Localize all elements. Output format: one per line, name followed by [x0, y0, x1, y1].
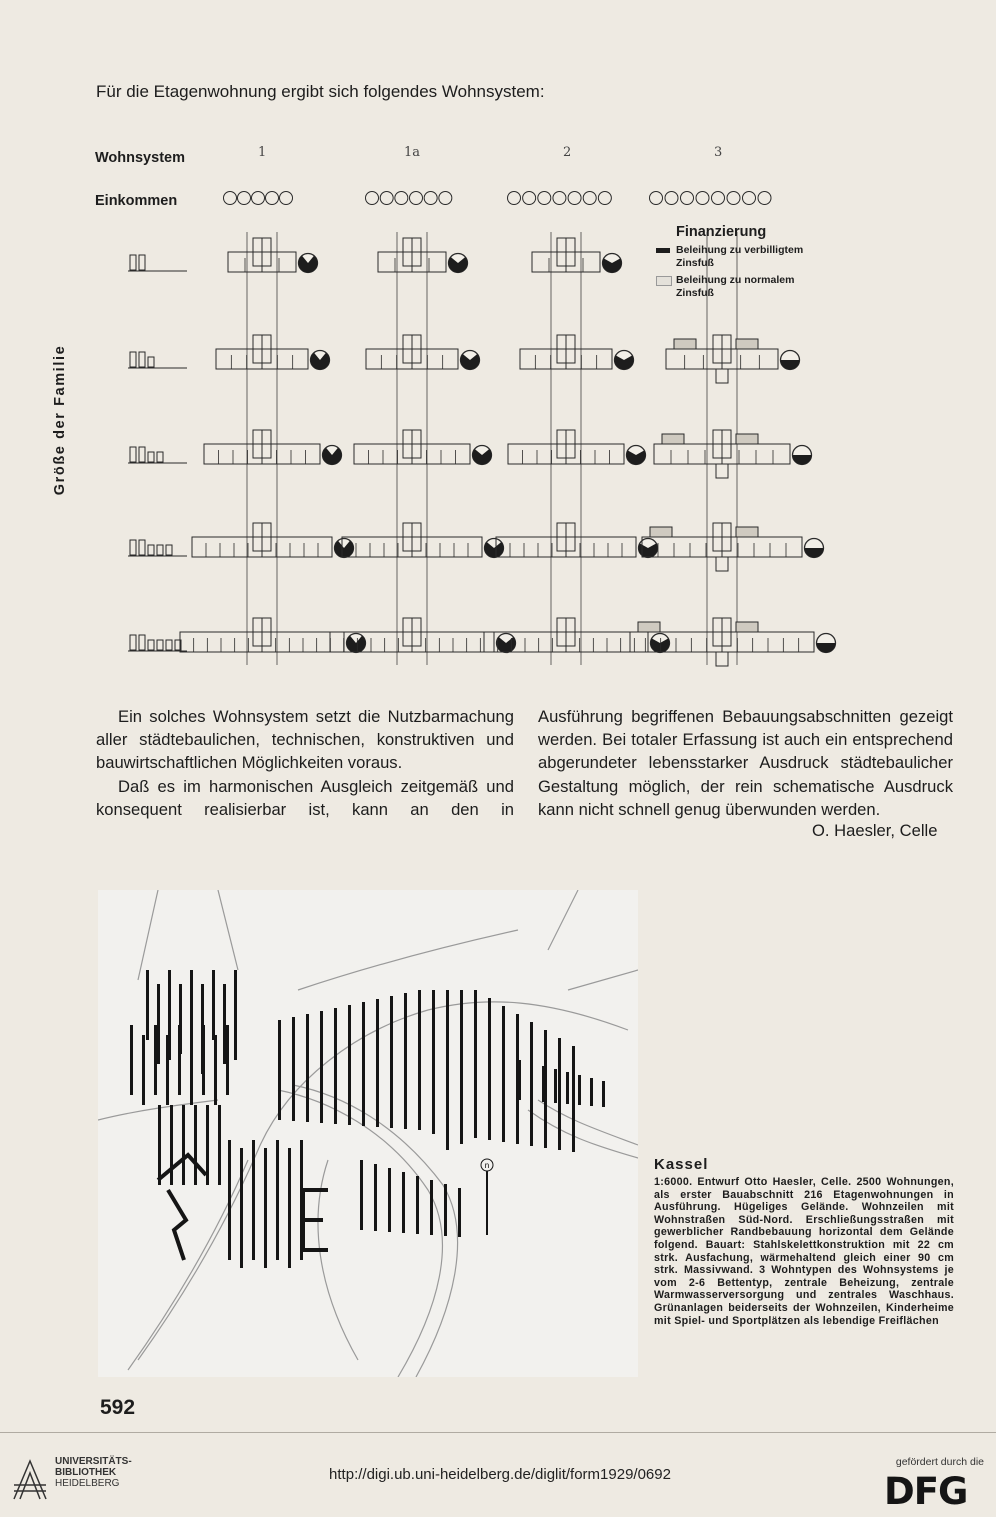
- building-row: [218, 1105, 221, 1185]
- family-figure-icon: [139, 540, 145, 555]
- library-logo-icon: [10, 1455, 50, 1505]
- floor-plan-wing: [716, 464, 728, 478]
- system-number-3: 3: [714, 145, 723, 160]
- family-figure-icon: [157, 545, 163, 555]
- building-row: [362, 1002, 365, 1126]
- row-label-einkommen: Einkommen: [95, 193, 178, 209]
- floor-plan-wing: [716, 652, 728, 666]
- building-row: [252, 1140, 255, 1260]
- building-row: [158, 1105, 161, 1185]
- building-row: [554, 1069, 557, 1103]
- building-row: [130, 1025, 133, 1095]
- building-row: [416, 1176, 419, 1234]
- building-row: [226, 1025, 229, 1095]
- building-row: [202, 1025, 205, 1095]
- building-row: [474, 990, 477, 1138]
- income-circle: [583, 192, 596, 205]
- building-row: [360, 1160, 363, 1230]
- income-circle: [439, 192, 452, 205]
- intro-text: Für die Etagenwohnung ergibt sich folgendes Wohnsystem:: [96, 82, 545, 101]
- finance-title: Finanzierung: [676, 224, 767, 240]
- income-circle: [568, 192, 581, 205]
- upper-unit: [736, 527, 758, 537]
- building-row: [292, 1017, 295, 1121]
- building-row: [444, 1184, 447, 1236]
- building-row: [212, 970, 215, 1040]
- building-row: [578, 1075, 581, 1105]
- income-circle: [598, 192, 611, 205]
- family-figure-icon: [148, 452, 154, 462]
- building-row: [264, 1148, 267, 1268]
- building-row: [276, 1140, 279, 1260]
- building-row: [157, 984, 160, 1064]
- upper-unit: [736, 339, 758, 349]
- library-name-line: BIBLIOTHEK: [55, 1467, 117, 1478]
- family-figure-icon: [130, 540, 136, 555]
- building-row: [178, 1025, 181, 1095]
- source-url-link[interactable]: http://digi.ub.uni-heidelberg.de/diglit/form1929/0692: [329, 1466, 671, 1483]
- family-figure-icon: [157, 640, 163, 650]
- building-row: [430, 1180, 433, 1235]
- building-row: [240, 1148, 243, 1268]
- building-row: [418, 990, 421, 1130]
- floor-plan-wing: [716, 557, 728, 571]
- building-row: [320, 1011, 323, 1123]
- income-circle: [523, 192, 536, 205]
- author-signature: O. Haesler, Celle: [812, 821, 938, 840]
- family-figure-icon: [130, 447, 136, 462]
- upper-unit: [736, 434, 758, 444]
- income-circle: [280, 192, 293, 205]
- finance-pie-slice: [805, 548, 824, 558]
- site-plan-kassel: [98, 890, 638, 1377]
- building-row: [488, 998, 491, 1140]
- income-circle: [650, 192, 663, 205]
- finance-pie-slice: [781, 360, 800, 370]
- footer-divider: [0, 1432, 996, 1433]
- family-figure-icon: [148, 640, 154, 650]
- row-label-wohnsystem: Wohnsystem: [95, 150, 185, 166]
- income-circle: [266, 192, 279, 205]
- library-name-line: HEIDELBERG: [55, 1478, 120, 1489]
- income-circle: [743, 192, 756, 205]
- building-row: [460, 990, 463, 1144]
- family-figure-icon: [166, 640, 172, 650]
- income-circle: [665, 192, 678, 205]
- floor-plan-wing: [716, 369, 728, 383]
- income-circle: [410, 192, 423, 205]
- vertical-label-family-size: Größe der Familie: [52, 344, 68, 496]
- family-figure-icon: [139, 352, 145, 367]
- income-circle: [553, 192, 566, 205]
- building-row: [190, 1035, 193, 1105]
- finance-pie-slice: [793, 455, 812, 465]
- building-row: [374, 1164, 377, 1231]
- building-row: [182, 1105, 185, 1185]
- finance-legend-subsidized-label: Beleihung zu verbilligtem Zinsfuß: [676, 244, 804, 269]
- building-row: [572, 1046, 575, 1152]
- family-figure-icon: [139, 635, 145, 650]
- building-row: [334, 1008, 337, 1124]
- building-row: [214, 1035, 217, 1105]
- paragraph: Ausführung begriffenen Bebauungsabschnitten gezeigt werden. Bei totaler Erfassung ist auch ein entsprechend abgerundeter lebensstarker Ausdruck städtebaulicher Gestaltung möglich, der rein schematische Ausdruck kann nicht schnell genug überwunden werden.: [538, 707, 953, 819]
- finance-pie-slice: [817, 643, 836, 653]
- building-row: [142, 1035, 145, 1105]
- building-row: [558, 1038, 561, 1150]
- funding-note: gefördert durch die: [895, 1456, 984, 1468]
- building-row: [458, 1188, 461, 1237]
- building-row: [404, 993, 407, 1129]
- building-row: [223, 984, 226, 1064]
- family-figure-icon: [157, 452, 163, 462]
- building-row: [376, 999, 379, 1127]
- building-row: [170, 1105, 173, 1185]
- income-circle: [712, 192, 725, 205]
- building-row: [288, 1148, 291, 1268]
- building-row: [348, 1005, 351, 1125]
- building-row: [234, 970, 237, 1060]
- family-figure-icon: [130, 255, 136, 270]
- family-figure-icon: [130, 635, 136, 650]
- text-column-right: [538, 705, 953, 821]
- income-circle: [238, 192, 251, 205]
- building-row: [146, 970, 149, 1040]
- building-row: [602, 1081, 605, 1107]
- income-circle: [696, 192, 709, 205]
- system-number-1: 1: [258, 145, 267, 160]
- building-row: [390, 996, 393, 1128]
- family-figure-icon: [139, 255, 145, 270]
- family-figure-icon: [148, 357, 154, 367]
- income-circle: [508, 192, 521, 205]
- family-figure-icon: [148, 545, 154, 555]
- building-row: [194, 1105, 197, 1185]
- income-circle: [758, 192, 771, 205]
- building-row: [566, 1072, 569, 1104]
- building-row: [530, 1063, 533, 1101]
- family-figure-icon: [139, 447, 145, 462]
- upper-unit: [736, 622, 758, 632]
- building-row: [278, 1020, 281, 1120]
- library-name-line: UNIVERSITÄTS-: [55, 1456, 132, 1467]
- income-circle: [366, 192, 379, 205]
- income-circle: [424, 192, 437, 205]
- paragraph: Daß es im harmonischen Ausgleich zeitgemäß und konsequent realisierbar ist, kann an den in: [96, 776, 514, 819]
- library-name: [55, 1456, 132, 1489]
- building-row: [590, 1078, 593, 1106]
- income-circle: [224, 192, 237, 205]
- building-row: [388, 1168, 391, 1232]
- page-number: 592: [100, 1396, 136, 1419]
- upper-unit: [662, 434, 684, 444]
- building-row: [518, 1060, 521, 1100]
- finance-legend-normal-label: Beleihung zu normalem Zinsfuß: [676, 274, 795, 299]
- upper-unit: [650, 527, 672, 537]
- income-circle: [727, 192, 740, 205]
- upper-unit: [674, 339, 696, 349]
- system-number-2: 2: [563, 145, 572, 160]
- building-row: [446, 990, 449, 1150]
- income-circle: [538, 192, 551, 205]
- upper-unit: [638, 622, 660, 632]
- building-row: [502, 1006, 505, 1142]
- building-row: [432, 990, 435, 1134]
- text-column-left: [96, 705, 514, 821]
- system-number-1a: 1a: [404, 145, 421, 160]
- building-row: [228, 1140, 231, 1260]
- building-row: [154, 1025, 157, 1095]
- north-label: n: [484, 1161, 490, 1170]
- income-circle: [395, 192, 408, 205]
- family-figure-icon: [130, 352, 136, 367]
- building-row: [166, 1035, 169, 1105]
- income-circle: [380, 192, 393, 205]
- caption-title: Kassel: [654, 1156, 709, 1173]
- dfg-logo: DFG: [884, 1470, 968, 1513]
- paragraph: Ein solches Wohnsystem setzt die Nutzbarmachung aller städtebaulichen, technischen, konstruktiven und bauwirtschaftlichen Möglichkeiten voraus.: [96, 707, 514, 773]
- wohnsystem-diagram: [0, 0, 996, 680]
- income-circle: [252, 192, 265, 205]
- building-row: [542, 1066, 545, 1102]
- income-circle: [681, 192, 694, 205]
- building-row: [402, 1172, 405, 1233]
- caption-text: 1:6000. Entwurf Otto Haesler, Celle. 2500 Wohnungen, als erster Bauabschnitt 216 Etagenwohnungen in Ausführung. Hügeliges Gelände. Wohnzeilen mit Wohnstraßen Süd-Nord. Erschließungsstraßen mit gewerblicher Randbebauung horizontal dem Gelände folgend. Bauart: Stahlskelettkonstruktion mit 22 cm strk. Ausfachung, wärmehaltend gleich einer 90 cm strk. Massivwand. 3 Wohntypen des Wohnsystems je vom 2-6 Bettentyp, zentrale Beheizung, zentrale Warmwasserversorgung und zentrales Waschhaus. Grünanlagen beiderseits der Wohnzeilen, Kinderheime mit Spiel- und Sportplätzen als lebendige Freiflächen: [654, 1176, 954, 1327]
- family-figure-icon: [166, 545, 172, 555]
- building-row: [306, 1014, 309, 1122]
